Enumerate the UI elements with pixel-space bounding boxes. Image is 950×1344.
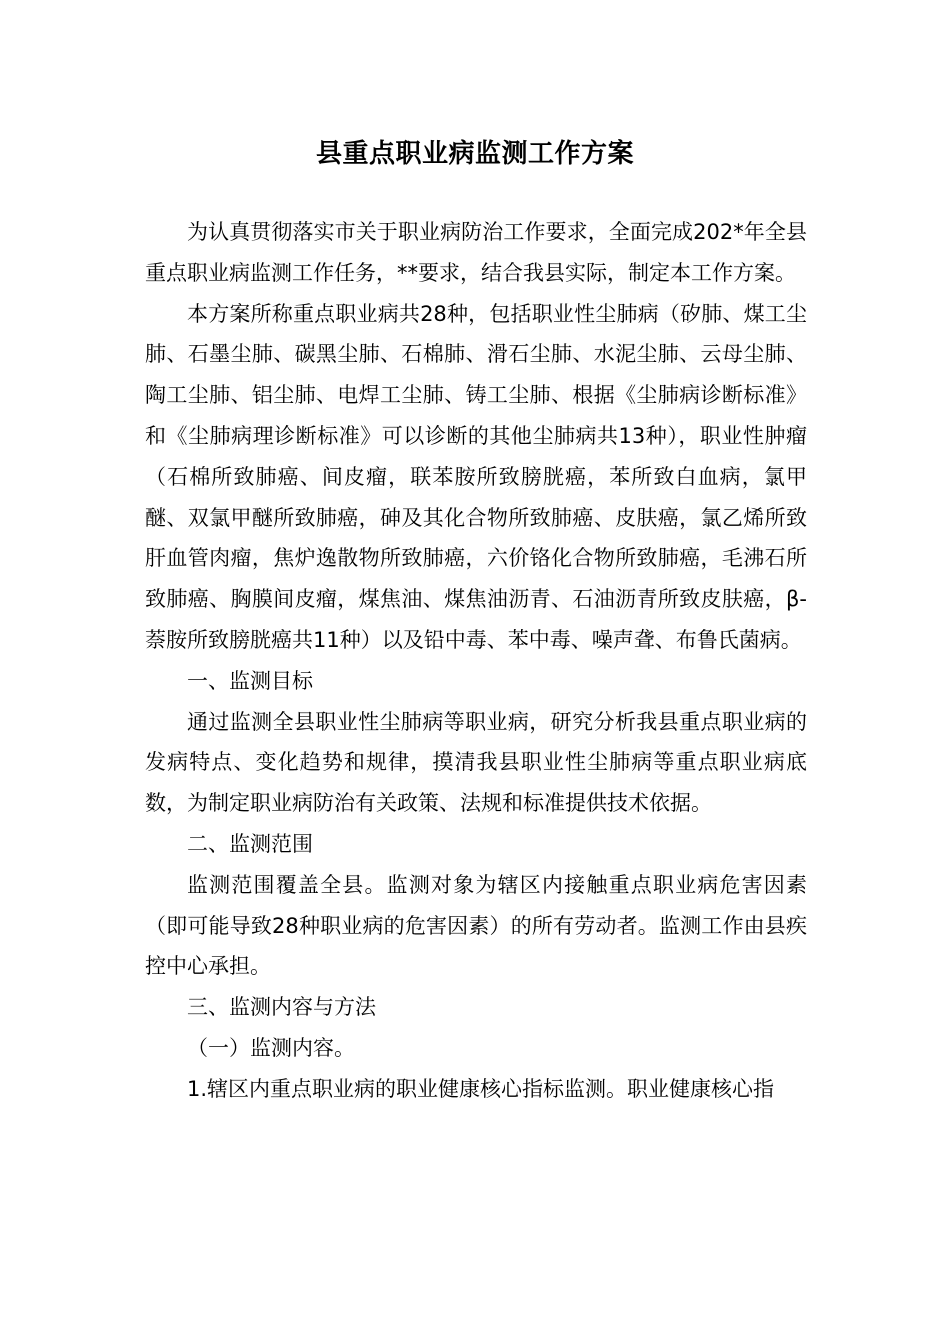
- document-title: 县重点职业病监测工作方案: [315, 139, 634, 169]
- heading-monitoring-content-method: 三、监测内容与方法: [187, 995, 376, 1020]
- paragraph-scope-definition: 本方案所称重点职业病共28种，包括职业性尘肺病（矽肺、煤工尘肺、石墨尘肺、碳黑尘肺、石棉肺、滑石尘肺、水泥尘肺、云母尘肺、陶工尘肺、铝尘肺、电焊工尘肺、铸工尘肺、根据《尘肺病诊断标准》和《尘肺病理诊断标准》可以诊断的其他尘肺病共13种），职业性肿瘤（石棉所致肺癌、间皮瘤，联苯胺所致膀胱癌，苯所致白血病，氯甲醚、双氯甲醚所致肺癌，砷及其化合物所致肺癌、皮肤癌，氯乙烯所致肝血管肉瘤，焦炉逸散物所致肺癌，六价铬化合物所致肺癌，毛沸石所致肺癌、胸膜间皮瘤，煤焦油、煤焦油沥青、石油沥青所致皮肤癌，β-萘胺所致膀胱癌共11种）以及铅中毒、苯中毒、噪声聋、布鲁氏菌病。: [145, 301, 807, 652]
- document-body: [145, 212, 807, 1110]
- heading-monitoring-scope: 二、监测范围: [187, 831, 313, 856]
- subheading-monitoring-content: （一）监测内容。: [187, 1035, 355, 1060]
- paragraph-core-indicator-monitoring: 1.辖区内重点职业病的职业健康核心指标监测。职业健康核心指: [187, 1076, 775, 1101]
- paragraph-monitoring-scope: 监测范围覆盖全县。监测对象为辖区内接触重点职业病危害因素（即可能导致28种职业病的危害因素）的所有劳动者。监测工作由县疾控中心承担。: [145, 872, 807, 979]
- heading-monitoring-objective: 一、监测目标: [187, 668, 313, 693]
- paragraph-intro: 为认真贯彻落实市关于职业病防治工作要求，全面完成202*年全县重点职业病监测工作任务，**要求，结合我县实际，制定本工作方案。: [145, 220, 807, 285]
- paragraph-monitoring-objective: 通过监测全县职业性尘肺病等职业病，研究分析我县重点职业病的发病特点、变化趋势和规律，摸清我县职业性尘肺病等重点职业病底数，为制定职业病防治有关政策、法规和标准提供技术依据。: [145, 709, 807, 816]
